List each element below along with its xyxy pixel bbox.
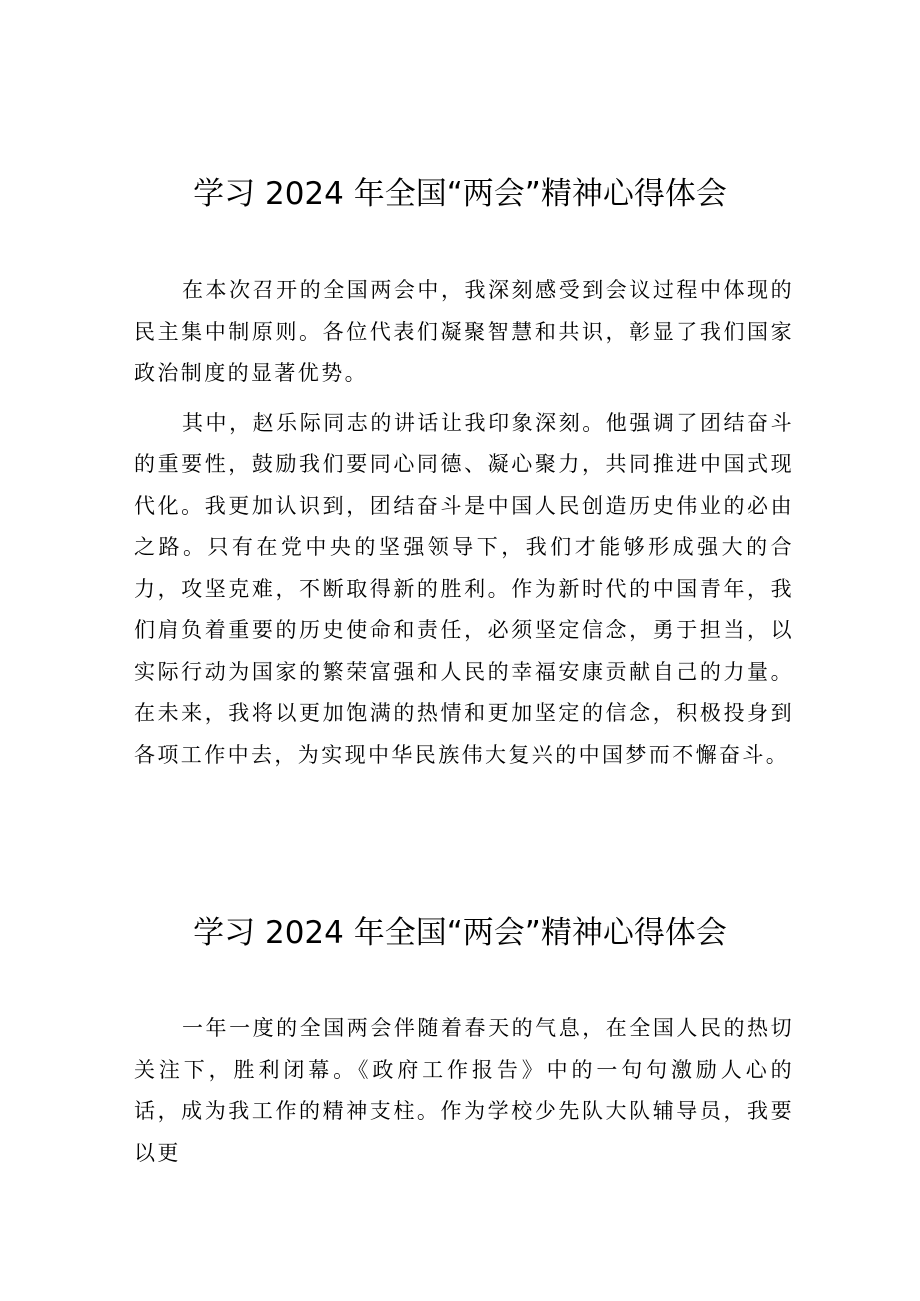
article-1-body [134,270,794,784]
article-2-body [134,1008,794,1182]
article-2-title: 学习 2024 年全国“两会”精神心得体会 [193,915,727,951]
article-2-paragraph-1: 一年一度的全国两会伴随着春天的气息，在全国人民的热切关注下，胜利闭幕。《政府工作报告》中的一句句激励人心的话，成为我工作的精神支柱。作为学校少先队大队辅导员，我要以更 [134,1016,794,1165]
article-1-paragraph-1: 在本次召开的全国两会中，我深刻感受到会议过程中体现的民主集中制原则。各位代表们凝聚智慧和共识，彰显了我们国家政治制度的显著优势。 [134,278,794,385]
article-1-paragraph-2: 其中，赵乐际同志的讲话让我印象深刻。他强调了团结奋斗的重要性，鼓励我们要同心同德、凝心聚力，共同推进中国式现代化。我更加认识到，团结奋斗是中国人民创造历史伟业的必由之路。只有在党中央的坚强领导下，我们才能够形成强大的合力，攻坚克难，不断取得新的胜利。作为新时代的中国青年，我们肩负着重要的历史使命和责任，必须坚定信念，勇于担当，以实际行动为国家的繁荣富强和人民的幸福安康贡献自己的力量。在未来，我将以更加饱满的热情和更加坚定的信念，积极投身到各项工作中去，为实现中华民族伟大复兴的中国梦而不懈奋斗。 [134,410,794,767]
article-1-title: 学习 2024 年全国“两会”精神心得体会 [193,176,727,212]
